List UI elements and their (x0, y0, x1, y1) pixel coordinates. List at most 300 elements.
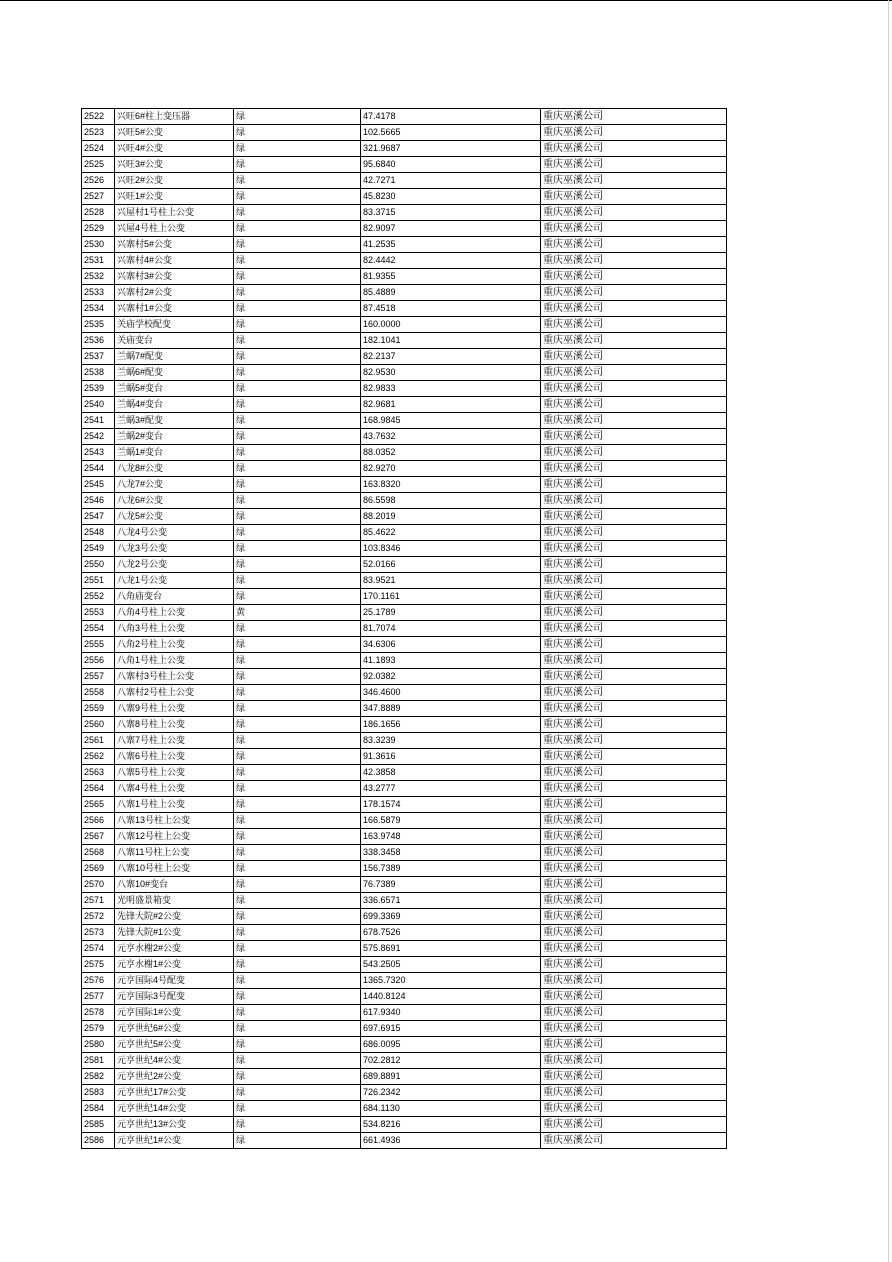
status-color-cell: 绿 (234, 397, 361, 413)
value-cell: 678.7526 (361, 925, 541, 941)
value-cell: 168.9845 (361, 413, 541, 429)
value-cell: 102.5665 (361, 125, 541, 141)
table-row (82, 989, 727, 1005)
transformer-name-cell: 兴旺1#公变 (115, 189, 234, 205)
transformer-name-cell: 八寨1号柱上公变 (115, 797, 234, 813)
transformer-name-cell: 八龙5#公变 (115, 509, 234, 525)
table-row (82, 477, 727, 493)
transformer-name-cell: 光明盛景箱变 (115, 893, 234, 909)
transformer-name-cell: 元亨世纪5#公变 (115, 1037, 234, 1053)
transformer-name-cell: 八寨村3号柱上公变 (115, 669, 234, 685)
company-cell: 重庆巫溪公司 (541, 637, 727, 653)
value-cell: 346.4600 (361, 685, 541, 701)
table-row (82, 1021, 727, 1037)
status-color-cell: 绿 (234, 429, 361, 445)
company-cell: 重庆巫溪公司 (541, 717, 727, 733)
company-cell: 重庆巫溪公司 (541, 269, 727, 285)
transformer-name-cell: 兴旺2#公变 (115, 173, 234, 189)
row-number-cell: 2554 (82, 621, 115, 637)
value-cell: 88.2019 (361, 509, 541, 525)
status-color-cell: 绿 (234, 461, 361, 477)
status-color-cell: 绿 (234, 1005, 361, 1021)
transformer-name-cell: 兴旺6#柱上变压器 (115, 109, 234, 125)
transformer-name-cell: 先锋大院#2公变 (115, 909, 234, 925)
table-row (82, 925, 727, 941)
status-color-cell: 绿 (234, 797, 361, 813)
value-cell: 163.8320 (361, 477, 541, 493)
value-cell: 321.9687 (361, 141, 541, 157)
transformer-name-cell: 八龙1号公变 (115, 573, 234, 589)
status-color-cell: 绿 (234, 1021, 361, 1037)
status-color-cell: 绿 (234, 509, 361, 525)
value-cell: 347.8889 (361, 701, 541, 717)
row-number-cell: 2553 (82, 605, 115, 621)
value-cell: 81.7074 (361, 621, 541, 637)
transformer-name-cell: 兴寨村3#公变 (115, 269, 234, 285)
table-row (82, 605, 727, 621)
status-color-cell: 绿 (234, 477, 361, 493)
page-top-border (0, 0, 892, 1)
company-cell: 重庆巫溪公司 (541, 797, 727, 813)
company-cell: 重庆巫溪公司 (541, 301, 727, 317)
value-cell: 534.8216 (361, 1117, 541, 1133)
status-color-cell: 绿 (234, 493, 361, 509)
value-cell: 43.2777 (361, 781, 541, 797)
status-color-cell: 绿 (234, 749, 361, 765)
status-color-cell: 绿 (234, 893, 361, 909)
company-cell: 重庆巫溪公司 (541, 493, 727, 509)
table-row (82, 429, 727, 445)
status-color-cell: 绿 (234, 909, 361, 925)
status-color-cell: 绿 (234, 237, 361, 253)
status-color-cell: 绿 (234, 173, 361, 189)
table-row (82, 733, 727, 749)
table-row (82, 237, 727, 253)
transformer-name-cell: 八角庙变台 (115, 589, 234, 605)
company-cell: 重庆巫溪公司 (541, 749, 727, 765)
transformer-name-cell: 兴旺5#公变 (115, 125, 234, 141)
status-color-cell: 绿 (234, 365, 361, 381)
company-cell: 重庆巫溪公司 (541, 205, 727, 221)
transformer-name-cell: 八龙4号公变 (115, 525, 234, 541)
transformer-name-cell: 八寨4号柱上公变 (115, 781, 234, 797)
row-number-cell: 2546 (82, 493, 115, 509)
company-cell: 重庆巫溪公司 (541, 317, 727, 333)
value-cell: 182.1041 (361, 333, 541, 349)
table-row (82, 845, 727, 861)
row-number-cell: 2582 (82, 1069, 115, 1085)
value-cell: 82.4442 (361, 253, 541, 269)
table-row (82, 141, 727, 157)
status-color-cell: 绿 (234, 253, 361, 269)
transformer-name-cell: 八寨6号柱上公变 (115, 749, 234, 765)
page-right-border (888, 0, 889, 1262)
status-color-cell: 绿 (234, 1133, 361, 1149)
status-color-cell: 绿 (234, 877, 361, 893)
status-color-cell: 绿 (234, 381, 361, 397)
table-row (82, 189, 727, 205)
status-color-cell: 绿 (234, 781, 361, 797)
company-cell: 重庆巫溪公司 (541, 781, 727, 797)
transformer-name-cell: 八角4号柱上公变 (115, 605, 234, 621)
row-number-cell: 2558 (82, 685, 115, 701)
company-cell: 重庆巫溪公司 (541, 221, 727, 237)
status-color-cell: 绿 (234, 685, 361, 701)
transformer-name-cell: 关庙变台 (115, 333, 234, 349)
row-number-cell: 2573 (82, 925, 115, 941)
row-number-cell: 2529 (82, 221, 115, 237)
table-row (82, 301, 727, 317)
status-color-cell: 绿 (234, 525, 361, 541)
row-number-cell: 2571 (82, 893, 115, 909)
company-cell: 重庆巫溪公司 (541, 621, 727, 637)
status-color-cell: 绿 (234, 445, 361, 461)
transformer-name-cell: 元亨国际3号配变 (115, 989, 234, 1005)
transformer-name-cell: 八龙6#公变 (115, 493, 234, 509)
value-cell: 41.1893 (361, 653, 541, 669)
value-cell: 689.8891 (361, 1069, 541, 1085)
transformer-name-cell: 兰蜗3#配变 (115, 413, 234, 429)
transformer-name-cell: 兴旺4#公变 (115, 141, 234, 157)
status-color-cell: 绿 (234, 413, 361, 429)
value-cell: 81.9355 (361, 269, 541, 285)
transformer-name-cell: 元亨世纪1#公变 (115, 1133, 234, 1149)
value-cell: 186.1656 (361, 717, 541, 733)
row-number-cell: 2566 (82, 813, 115, 829)
row-number-cell: 2528 (82, 205, 115, 221)
table-row (82, 1133, 727, 1149)
value-cell: 82.9097 (361, 221, 541, 237)
company-cell: 重庆巫溪公司 (541, 1117, 727, 1133)
transformer-name-cell: 元亨世纪14#公变 (115, 1101, 234, 1117)
transformer-name-cell: 八寨8号柱上公变 (115, 717, 234, 733)
table-row (82, 941, 727, 957)
status-color-cell: 绿 (234, 765, 361, 781)
company-cell: 重庆巫溪公司 (541, 989, 727, 1005)
company-cell: 重庆巫溪公司 (541, 669, 727, 685)
transformer-name-cell: 八角3号柱上公变 (115, 621, 234, 637)
value-cell: 103.8346 (361, 541, 541, 557)
company-cell: 重庆巫溪公司 (541, 1101, 727, 1117)
status-color-cell: 绿 (234, 861, 361, 877)
company-cell: 重庆巫溪公司 (541, 109, 727, 125)
company-cell: 重庆巫溪公司 (541, 461, 727, 477)
transformer-name-cell: 兴寨村1#公变 (115, 301, 234, 317)
row-number-cell: 2523 (82, 125, 115, 141)
row-number-cell: 2586 (82, 1133, 115, 1149)
table-row (82, 653, 727, 669)
row-number-cell: 2561 (82, 733, 115, 749)
transformer-name-cell: 八寨10号柱上公变 (115, 861, 234, 877)
table-row (82, 1101, 727, 1117)
company-cell: 重庆巫溪公司 (541, 1037, 727, 1053)
table-row (82, 749, 727, 765)
value-cell: 160.0000 (361, 317, 541, 333)
status-color-cell: 绿 (234, 653, 361, 669)
value-cell: 702.2812 (361, 1053, 541, 1069)
table-row (82, 509, 727, 525)
row-number-cell: 2555 (82, 637, 115, 653)
transformer-name-cell: 八角1号柱上公变 (115, 653, 234, 669)
value-cell: 178.1574 (361, 797, 541, 813)
company-cell: 重庆巫溪公司 (541, 701, 727, 717)
transformer-name-cell: 兴寨村5#公变 (115, 237, 234, 253)
value-cell: 1440.8124 (361, 989, 541, 1005)
row-number-cell: 2543 (82, 445, 115, 461)
value-cell: 25.1789 (361, 605, 541, 621)
company-cell: 重庆巫溪公司 (541, 909, 727, 925)
status-color-cell: 绿 (234, 573, 361, 589)
status-color-cell: 绿 (234, 989, 361, 1005)
table-row (82, 365, 727, 381)
row-number-cell: 2572 (82, 909, 115, 925)
table-row (82, 413, 727, 429)
status-color-cell: 绿 (234, 141, 361, 157)
table-row (82, 397, 727, 413)
value-cell: 42.3858 (361, 765, 541, 781)
table-row (82, 637, 727, 653)
company-cell: 重庆巫溪公司 (541, 685, 727, 701)
transformer-name-cell: 元亨水榭2#公变 (115, 941, 234, 957)
row-number-cell: 2557 (82, 669, 115, 685)
transformer-name-cell: 先锋大院#1公变 (115, 925, 234, 941)
row-number-cell: 2579 (82, 1021, 115, 1037)
table-row (82, 685, 727, 701)
transformer-name-cell: 八龙8#公变 (115, 461, 234, 477)
table-row (82, 269, 727, 285)
status-color-cell: 绿 (234, 733, 361, 749)
company-cell: 重庆巫溪公司 (541, 157, 727, 173)
table-body (82, 109, 727, 1149)
transformer-name-cell: 兴屋4号柱上公变 (115, 221, 234, 237)
company-cell: 重庆巫溪公司 (541, 445, 727, 461)
status-color-cell: 绿 (234, 701, 361, 717)
transformer-name-cell: 八寨9号柱上公变 (115, 701, 234, 717)
row-number-cell: 2535 (82, 317, 115, 333)
row-number-cell: 2565 (82, 797, 115, 813)
table-row (82, 909, 727, 925)
company-cell: 重庆巫溪公司 (541, 541, 727, 557)
company-cell: 重庆巫溪公司 (541, 141, 727, 157)
row-number-cell: 2541 (82, 413, 115, 429)
row-number-cell: 2568 (82, 845, 115, 861)
row-number-cell: 2578 (82, 1005, 115, 1021)
status-color-cell: 绿 (234, 717, 361, 733)
value-cell: 86.5598 (361, 493, 541, 509)
value-cell: 92.0382 (361, 669, 541, 685)
row-number-cell: 2580 (82, 1037, 115, 1053)
transformer-name-cell: 八龙3号公变 (115, 541, 234, 557)
table-row (82, 1069, 727, 1085)
value-cell: 87.4518 (361, 301, 541, 317)
row-number-cell: 2570 (82, 877, 115, 893)
table-row (82, 317, 727, 333)
table-row (82, 861, 727, 877)
company-cell: 重庆巫溪公司 (541, 429, 727, 445)
status-color-cell: 绿 (234, 189, 361, 205)
company-cell: 重庆巫溪公司 (541, 365, 727, 381)
row-number-cell: 2575 (82, 957, 115, 973)
company-cell: 重庆巫溪公司 (541, 925, 727, 941)
value-cell: 661.4936 (361, 1133, 541, 1149)
transformer-name-cell: 兴寨村4#公变 (115, 253, 234, 269)
table-row (82, 1085, 727, 1101)
company-cell: 重庆巫溪公司 (541, 189, 727, 205)
company-cell: 重庆巫溪公司 (541, 173, 727, 189)
value-cell: 43.7632 (361, 429, 541, 445)
row-number-cell: 2534 (82, 301, 115, 317)
table-row (82, 221, 727, 237)
value-cell: 45.8230 (361, 189, 541, 205)
transformer-name-cell: 八寨村2号柱上公变 (115, 685, 234, 701)
status-color-cell: 绿 (234, 333, 361, 349)
value-cell: 42.7271 (361, 173, 541, 189)
company-cell: 重庆巫溪公司 (541, 285, 727, 301)
transformer-name-cell: 八寨7号柱上公变 (115, 733, 234, 749)
value-cell: 686.0095 (361, 1037, 541, 1053)
row-number-cell: 2569 (82, 861, 115, 877)
transformer-name-cell: 八寨13号柱上公变 (115, 813, 234, 829)
company-cell: 重庆巫溪公司 (541, 1069, 727, 1085)
row-number-cell: 2545 (82, 477, 115, 493)
table-row (82, 621, 727, 637)
company-cell: 重庆巫溪公司 (541, 397, 727, 413)
row-number-cell: 2547 (82, 509, 115, 525)
value-cell: 91.3616 (361, 749, 541, 765)
row-number-cell: 2538 (82, 365, 115, 381)
status-color-cell: 绿 (234, 125, 361, 141)
row-number-cell: 2581 (82, 1053, 115, 1069)
row-number-cell: 2544 (82, 461, 115, 477)
value-cell: 82.9833 (361, 381, 541, 397)
company-cell: 重庆巫溪公司 (541, 861, 727, 877)
company-cell: 重庆巫溪公司 (541, 573, 727, 589)
company-cell: 重庆巫溪公司 (541, 333, 727, 349)
row-number-cell: 2548 (82, 525, 115, 541)
value-cell: 726.2342 (361, 1085, 541, 1101)
value-cell: 543.2505 (361, 957, 541, 973)
row-number-cell: 2564 (82, 781, 115, 797)
table-row (82, 781, 727, 797)
company-cell: 重庆巫溪公司 (541, 125, 727, 141)
table-row (82, 157, 727, 173)
company-cell: 重庆巫溪公司 (541, 845, 727, 861)
value-cell: 166.5879 (361, 813, 541, 829)
company-cell: 重庆巫溪公司 (541, 733, 727, 749)
table-row (82, 573, 727, 589)
row-number-cell: 2576 (82, 973, 115, 989)
company-cell: 重庆巫溪公司 (541, 589, 727, 605)
table-row (82, 557, 727, 573)
row-number-cell: 2532 (82, 269, 115, 285)
table-row (82, 717, 727, 733)
company-cell: 重庆巫溪公司 (541, 557, 727, 573)
value-cell: 575.8691 (361, 941, 541, 957)
value-cell: 83.9521 (361, 573, 541, 589)
table-row (82, 253, 727, 269)
transformer-name-cell: 关庙学校配变 (115, 317, 234, 333)
table-row (82, 877, 727, 893)
transformer-name-cell: 八角2号柱上公变 (115, 637, 234, 653)
transformer-name-cell: 兴寨村2#公变 (115, 285, 234, 301)
value-cell: 1365.7320 (361, 973, 541, 989)
value-cell: 684.1130 (361, 1101, 541, 1117)
status-color-cell: 绿 (234, 269, 361, 285)
transformer-name-cell: 元亨国际1#公变 (115, 1005, 234, 1021)
company-cell: 重庆巫溪公司 (541, 605, 727, 621)
row-number-cell: 2567 (82, 829, 115, 845)
status-color-cell: 绿 (234, 1037, 361, 1053)
status-color-cell: 绿 (234, 285, 361, 301)
table-row (82, 333, 727, 349)
row-number-cell: 2550 (82, 557, 115, 573)
row-number-cell: 2574 (82, 941, 115, 957)
company-cell: 重庆巫溪公司 (541, 477, 727, 493)
status-color-cell: 绿 (234, 669, 361, 685)
transformer-name-cell: 元亨国际4号配变 (115, 973, 234, 989)
row-number-cell: 2526 (82, 173, 115, 189)
status-color-cell: 绿 (234, 1085, 361, 1101)
status-color-cell: 黄 (234, 605, 361, 621)
transformer-name-cell: 八寨10#变台 (115, 877, 234, 893)
row-number-cell: 2533 (82, 285, 115, 301)
value-cell: 82.9270 (361, 461, 541, 477)
data-table (81, 108, 727, 1149)
value-cell: 85.4622 (361, 525, 541, 541)
row-number-cell: 2577 (82, 989, 115, 1005)
value-cell: 697.6915 (361, 1021, 541, 1037)
status-color-cell: 绿 (234, 1101, 361, 1117)
transformer-name-cell: 兰蜗2#变台 (115, 429, 234, 445)
status-color-cell: 绿 (234, 109, 361, 125)
row-number-cell: 2531 (82, 253, 115, 269)
status-color-cell: 绿 (234, 221, 361, 237)
company-cell: 重庆巫溪公司 (541, 1053, 727, 1069)
company-cell: 重庆巫溪公司 (541, 653, 727, 669)
value-cell: 699.3369 (361, 909, 541, 925)
company-cell: 重庆巫溪公司 (541, 1133, 727, 1149)
row-number-cell: 2562 (82, 749, 115, 765)
status-color-cell: 绿 (234, 157, 361, 173)
status-color-cell: 绿 (234, 1053, 361, 1069)
table-row (82, 1053, 727, 1069)
row-number-cell: 2551 (82, 573, 115, 589)
table-row (82, 765, 727, 781)
row-number-cell: 2552 (82, 589, 115, 605)
row-number-cell: 2527 (82, 189, 115, 205)
row-number-cell: 2549 (82, 541, 115, 557)
status-color-cell: 绿 (234, 301, 361, 317)
table-row (82, 109, 727, 125)
transformer-name-cell: 元亨世纪17#公变 (115, 1085, 234, 1101)
status-color-cell: 绿 (234, 973, 361, 989)
value-cell: 163.9748 (361, 829, 541, 845)
value-cell: 85.4889 (361, 285, 541, 301)
value-cell: 47.4178 (361, 109, 541, 125)
value-cell: 83.3715 (361, 205, 541, 221)
status-color-cell: 绿 (234, 1117, 361, 1133)
table-row (82, 461, 727, 477)
company-cell: 重庆巫溪公司 (541, 957, 727, 973)
row-number-cell: 2530 (82, 237, 115, 253)
value-cell: 82.9530 (361, 365, 541, 381)
table-row (82, 669, 727, 685)
value-cell: 88.0352 (361, 445, 541, 461)
table-row (82, 893, 727, 909)
table-row (82, 701, 727, 717)
value-cell: 617.9340 (361, 1005, 541, 1021)
company-cell: 重庆巫溪公司 (541, 813, 727, 829)
